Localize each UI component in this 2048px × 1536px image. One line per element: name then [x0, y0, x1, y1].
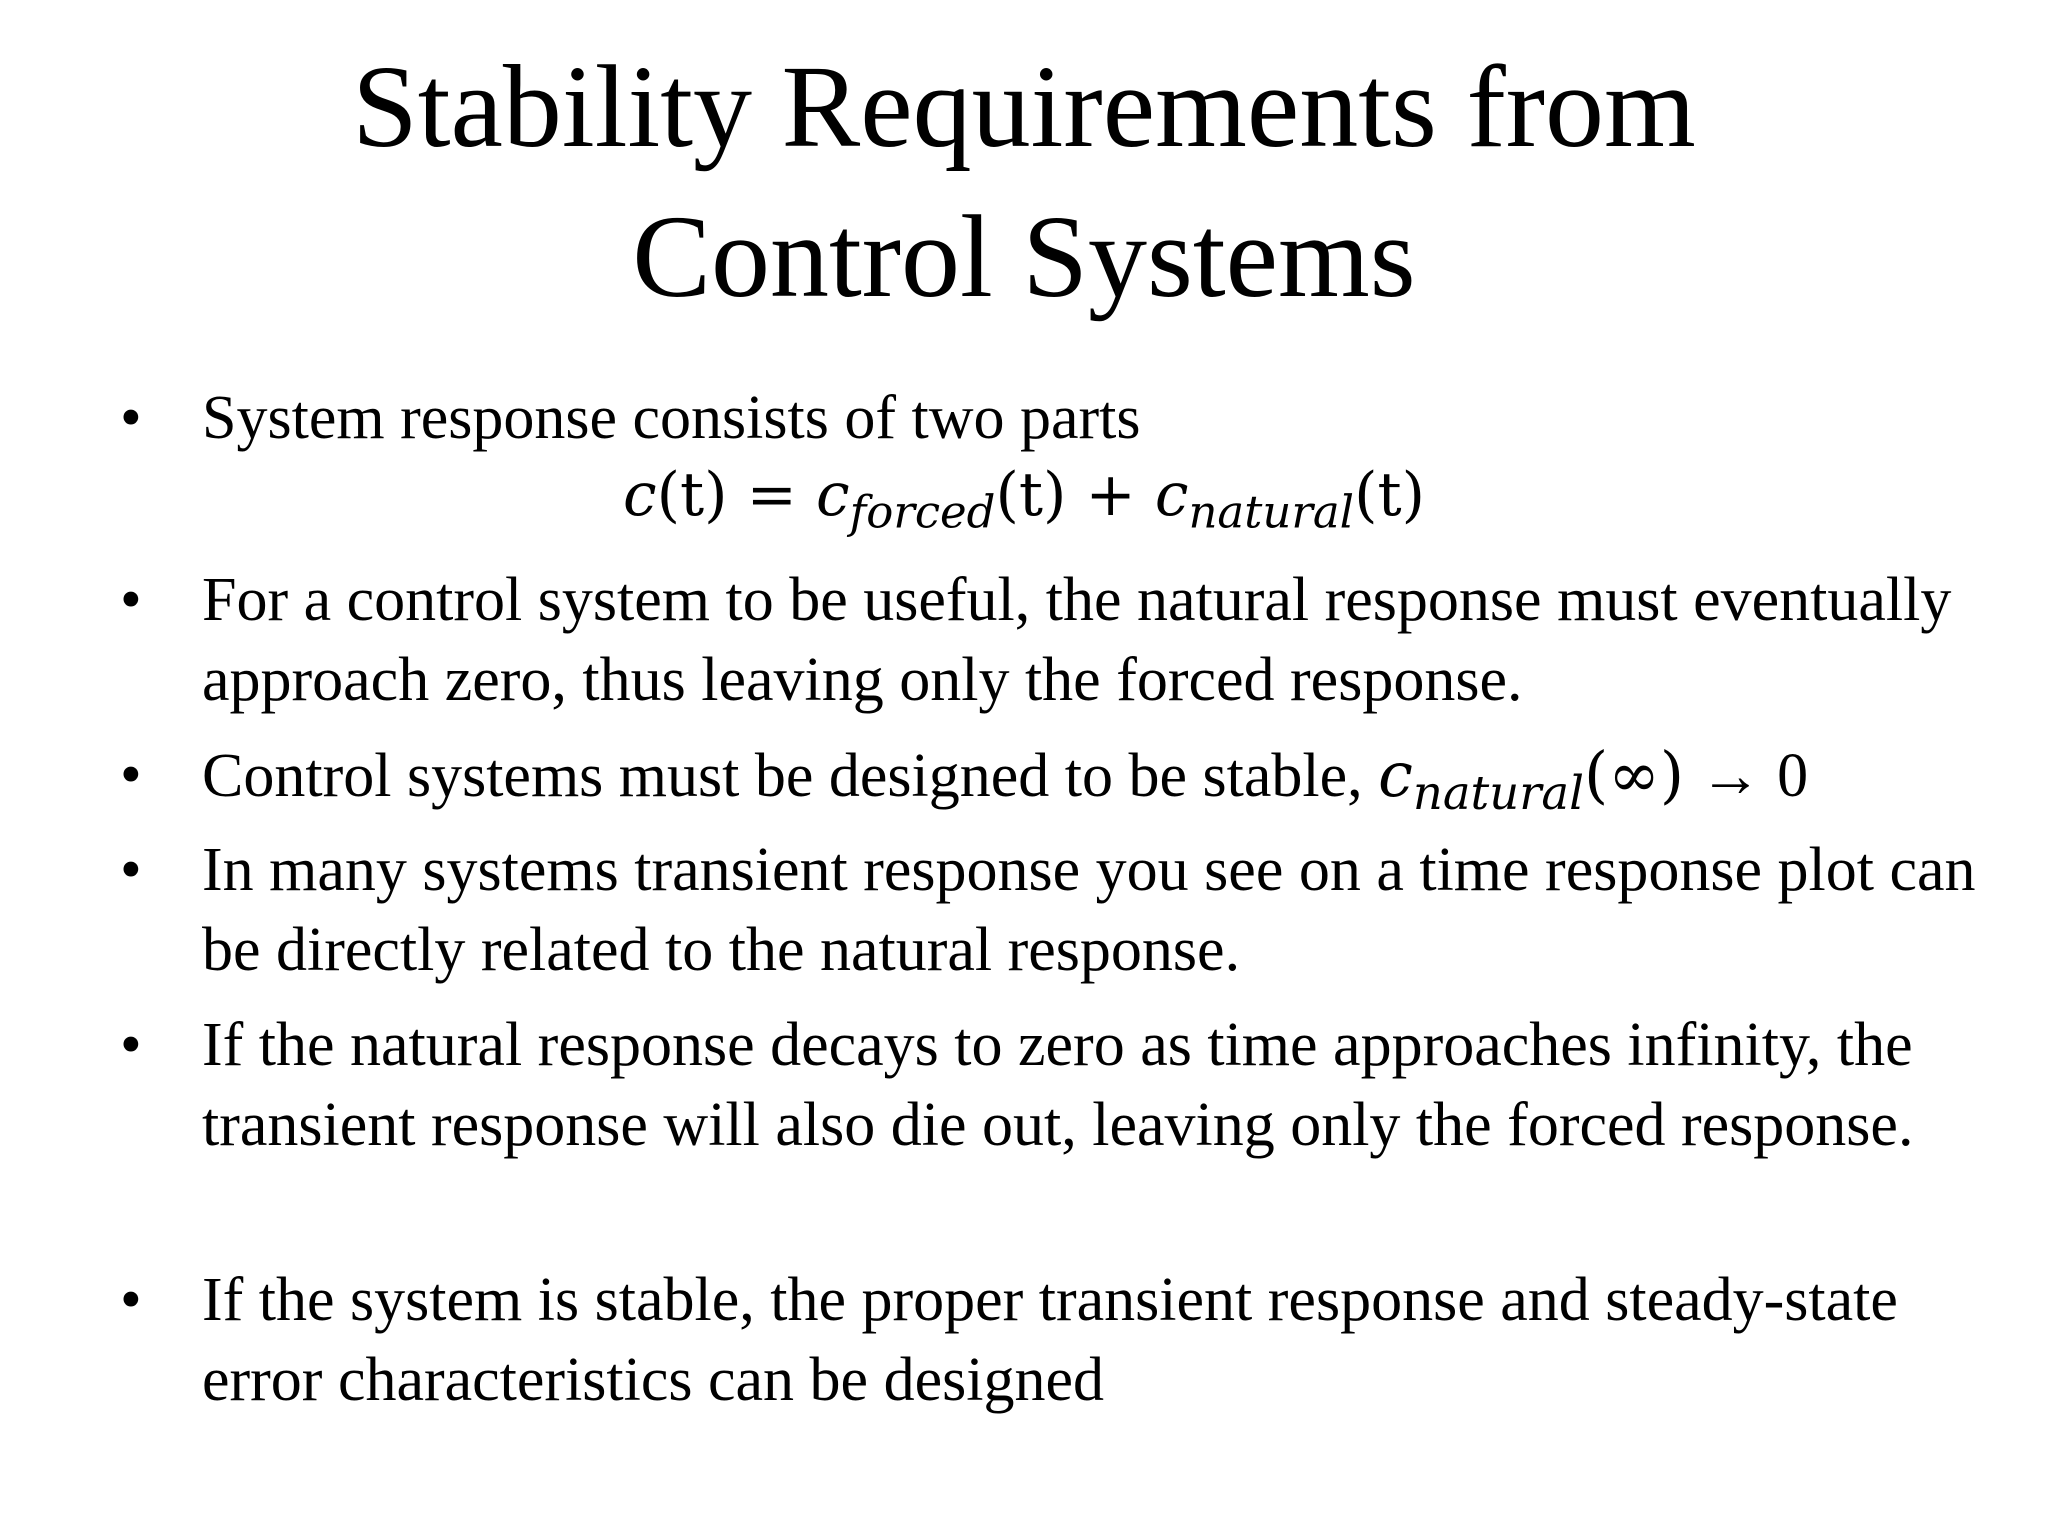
- bullet-item: [120, 560, 1990, 720]
- response-equation: [0, 455, 2048, 539]
- bullet-item: [120, 1260, 1990, 1420]
- bullet-marker: •: [120, 1266, 142, 1334]
- stability-expression: [1378, 738, 1685, 821]
- bullet-text: For a control system to be useful, the natural response must eventually approach zero, thus leaving only the forced response.: [202, 566, 1952, 714]
- bullet-text: Control systems must be designed to be stable,: [202, 742, 1379, 810]
- bullet-text-with-math: [202, 735, 1990, 821]
- equation-term1-base: c: [815, 460, 850, 530]
- equation-lhs: c: [623, 460, 657, 530]
- bullet-marker: •: [120, 384, 142, 452]
- bullet-text: If the natural response decays to zero as time approaches infinity, the transient response will also die out, leaving only the forced response.: [202, 1011, 1914, 1159]
- title-line-2: Control Systems: [632, 191, 1416, 322]
- bullet-text: In many systems transient response you see on a time response plot can be directly related to the natural response.: [202, 836, 1976, 984]
- stability-sub: natural: [1412, 766, 1585, 821]
- bullet-marker: •: [120, 1011, 142, 1079]
- equation-lhs-arg: (t): [656, 460, 728, 530]
- bullet-item: [120, 378, 1990, 458]
- equation-term2-base: c: [1154, 460, 1189, 530]
- title-line-1: Stability Requirements from: [352, 41, 1696, 172]
- equation-term1-arg: (t): [995, 460, 1067, 530]
- equation-term2-sub: natural: [1188, 485, 1355, 539]
- bullet-marker: •: [120, 566, 142, 634]
- bullet-text: If the system is stable, the proper transient response and steady-state error characteristics can be designed: [202, 1266, 1898, 1414]
- bullet-text: System response consists of two parts: [202, 384, 1141, 452]
- slide-title: [0, 32, 2048, 332]
- equation-term1-sub: forced: [849, 485, 996, 539]
- equation-plus: +: [1066, 460, 1155, 530]
- bullet-item: [120, 735, 1990, 821]
- equation-equals: =: [727, 460, 816, 530]
- stability-base: c: [1378, 738, 1413, 811]
- equation-term2-arg: (t): [1354, 460, 1425, 530]
- bullet-item: [120, 1005, 1990, 1165]
- bullet-marker: •: [120, 836, 142, 904]
- bullet-marker: •: [120, 741, 142, 809]
- stability-arrow: → 0: [1684, 742, 1809, 810]
- bullet-item: [120, 830, 1990, 990]
- stability-arg: (∞): [1584, 738, 1685, 811]
